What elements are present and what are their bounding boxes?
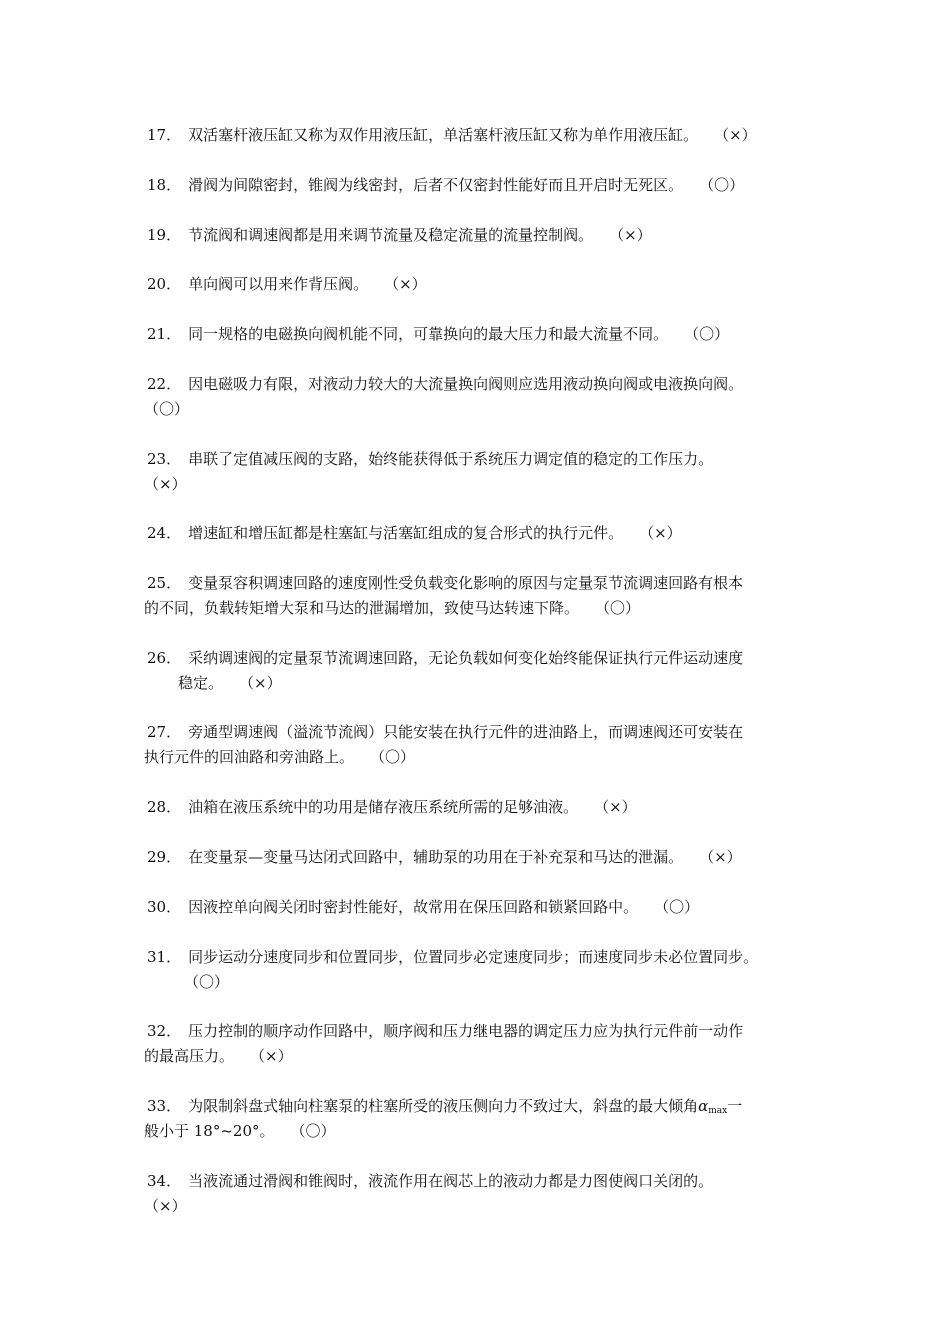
question-text: 当液流通过滑阀和锥阀时，液流作用在阀芯上的液动力都是力图使阀口关闭的。 (188, 1172, 714, 1190)
question-number: 34． (147, 1172, 182, 1190)
answer-mark: （×） (144, 475, 187, 493)
question-text-line-1: 旁通型调速阀（溢流节流阀）只能安装在执行元件的进油路上，而调速阀还可安装在 (188, 723, 744, 741)
question-text-line-1: 变量泵容积调速回路的速度刚性受负载变化影响的原因与定量泵节流调速回路有根本 (188, 574, 744, 592)
question-number: 28． (147, 798, 182, 816)
answer-mark: （×） (384, 275, 427, 293)
answer-mark: （〇） (699, 176, 745, 194)
question-text-line-2: 般小于 18°~20°。 (144, 1122, 275, 1140)
question-text: 增速缸和增压缸都是柱塞缸与活塞缸组成的复合形式的执行元件。 (188, 524, 624, 542)
question-33 (144, 1094, 824, 1144)
question-number: 32． (147, 1022, 182, 1040)
question-number: 19． (147, 226, 182, 244)
question-29 (144, 845, 824, 870)
answer-mark: （〇） (290, 1122, 336, 1140)
question-number: 21． (147, 325, 182, 343)
question-31 (144, 945, 824, 995)
question-number: 27． (147, 723, 182, 741)
question-text: 双活塞杆液压缸又称为双作用液压缸，单活塞杆液压缸又称为单作用液压缸。 (188, 126, 699, 144)
question-number: 20． (147, 275, 182, 293)
question-number: 31． (147, 948, 182, 966)
question-text: 单向阀可以用来作背压阀。 (188, 275, 369, 293)
question-20 (144, 272, 824, 297)
question-text: 同步运动分速度同步和位置同步，位置同步必定速度同步；而速度同步未必位置同步。 (188, 948, 759, 966)
question-34 (144, 1169, 824, 1219)
answer-mark: （〇） (370, 748, 416, 766)
question-32 (144, 1019, 824, 1069)
answer-mark: （〇） (684, 325, 730, 343)
question-text: 串联了定值减压阀的支路，始终能获得低于系统压力调定值的稳定的工作压力。 (188, 450, 714, 468)
question-number: 17． (147, 126, 182, 144)
question-text-line-2: 的最高压力。 (144, 1047, 235, 1065)
alpha-symbol: α (698, 1097, 709, 1115)
question-text: 同一规格的电磁换向阀机能不同，可靠换向的最大压力和最大流量不同。 (188, 325, 669, 343)
question-text: 节流阀和调速阀都是用来调节流量及稳定流量的流量控制阀。 (188, 226, 594, 244)
question-text: 因电磁吸力有限，对液动力较大的大流量换向阀则应选用液动换向阀或电液换向阀。 (188, 375, 744, 393)
question-28 (144, 795, 824, 820)
question-24 (144, 521, 824, 546)
answer-mark: （〇） (144, 400, 190, 418)
question-27 (144, 720, 824, 770)
question-text-line-2: 稳定。 (178, 674, 224, 692)
question-18 (144, 173, 824, 198)
answer-mark: （×） (250, 1047, 293, 1065)
alpha-subscript: max (708, 1106, 728, 1116)
question-number: 26． (147, 649, 182, 667)
question-23 (144, 447, 824, 497)
question-22 (144, 372, 824, 422)
question-text-line-1b: 一 (727, 1097, 743, 1115)
question-number: 33． (147, 1097, 182, 1115)
question-30 (144, 895, 824, 920)
question-number: 24． (147, 524, 182, 542)
question-text-line-1: 压力控制的顺序动作回路中，顺序阀和压力继电器的调定压力应为执行元件前一动作 (188, 1022, 744, 1040)
question-number: 29． (147, 848, 182, 866)
question-17 (144, 123, 824, 148)
answer-mark: （×） (609, 226, 652, 244)
answer-mark: （×） (239, 674, 282, 692)
question-text: 在变量泵—变量马达闭式回路中，辅助泵的功用在于补充泵和马达的泄漏。 (188, 848, 684, 866)
question-number: 23． (147, 450, 182, 468)
answer-mark: （×） (699, 848, 742, 866)
question-text: 油箱在液压系统中的功用是储存液压系统所需的足够油液。 (188, 798, 579, 816)
question-number: 22． (147, 375, 182, 393)
question-25 (144, 571, 824, 621)
question-26 (144, 646, 824, 696)
question-text: 因液控单向阀关闭时密封性能好，故常用在保压回路和锁紧回路中。 (188, 898, 639, 916)
answer-mark: （×） (639, 524, 682, 542)
answer-mark: （×） (714, 126, 757, 144)
answer-mark: （〇） (595, 599, 641, 617)
question-text-line-2: 执行元件的回油路和旁油路上。 (144, 748, 355, 766)
question-text-line-2: 的不同，负载转矩增大泵和马达的泄漏增加，致使马达转速下降。 (144, 599, 580, 617)
answer-mark: （×） (594, 798, 637, 816)
answer-mark: （×） (144, 1197, 187, 1215)
question-text-line-1: 采纳调速阀的定量泵节流调速回路，无论负载如何变化始终能保证执行元件运动速度 (188, 649, 744, 667)
question-text: 滑阀为间隙密封，锥阀为线密封，后者不仅密封性能好而且开启时无死区。 (188, 176, 684, 194)
question-text-line-1a: 为限制斜盘式轴向柱塞泵的柱塞所受的液压侧向力不致过大，斜盘的最大倾角 (188, 1097, 699, 1115)
question-number: 30． (147, 898, 182, 916)
question-19 (144, 223, 824, 248)
answer-mark: （〇） (184, 973, 230, 991)
answer-mark: （〇） (654, 898, 700, 916)
question-number: 25． (147, 574, 182, 592)
question-21 (144, 322, 824, 347)
question-number: 18． (147, 176, 182, 194)
